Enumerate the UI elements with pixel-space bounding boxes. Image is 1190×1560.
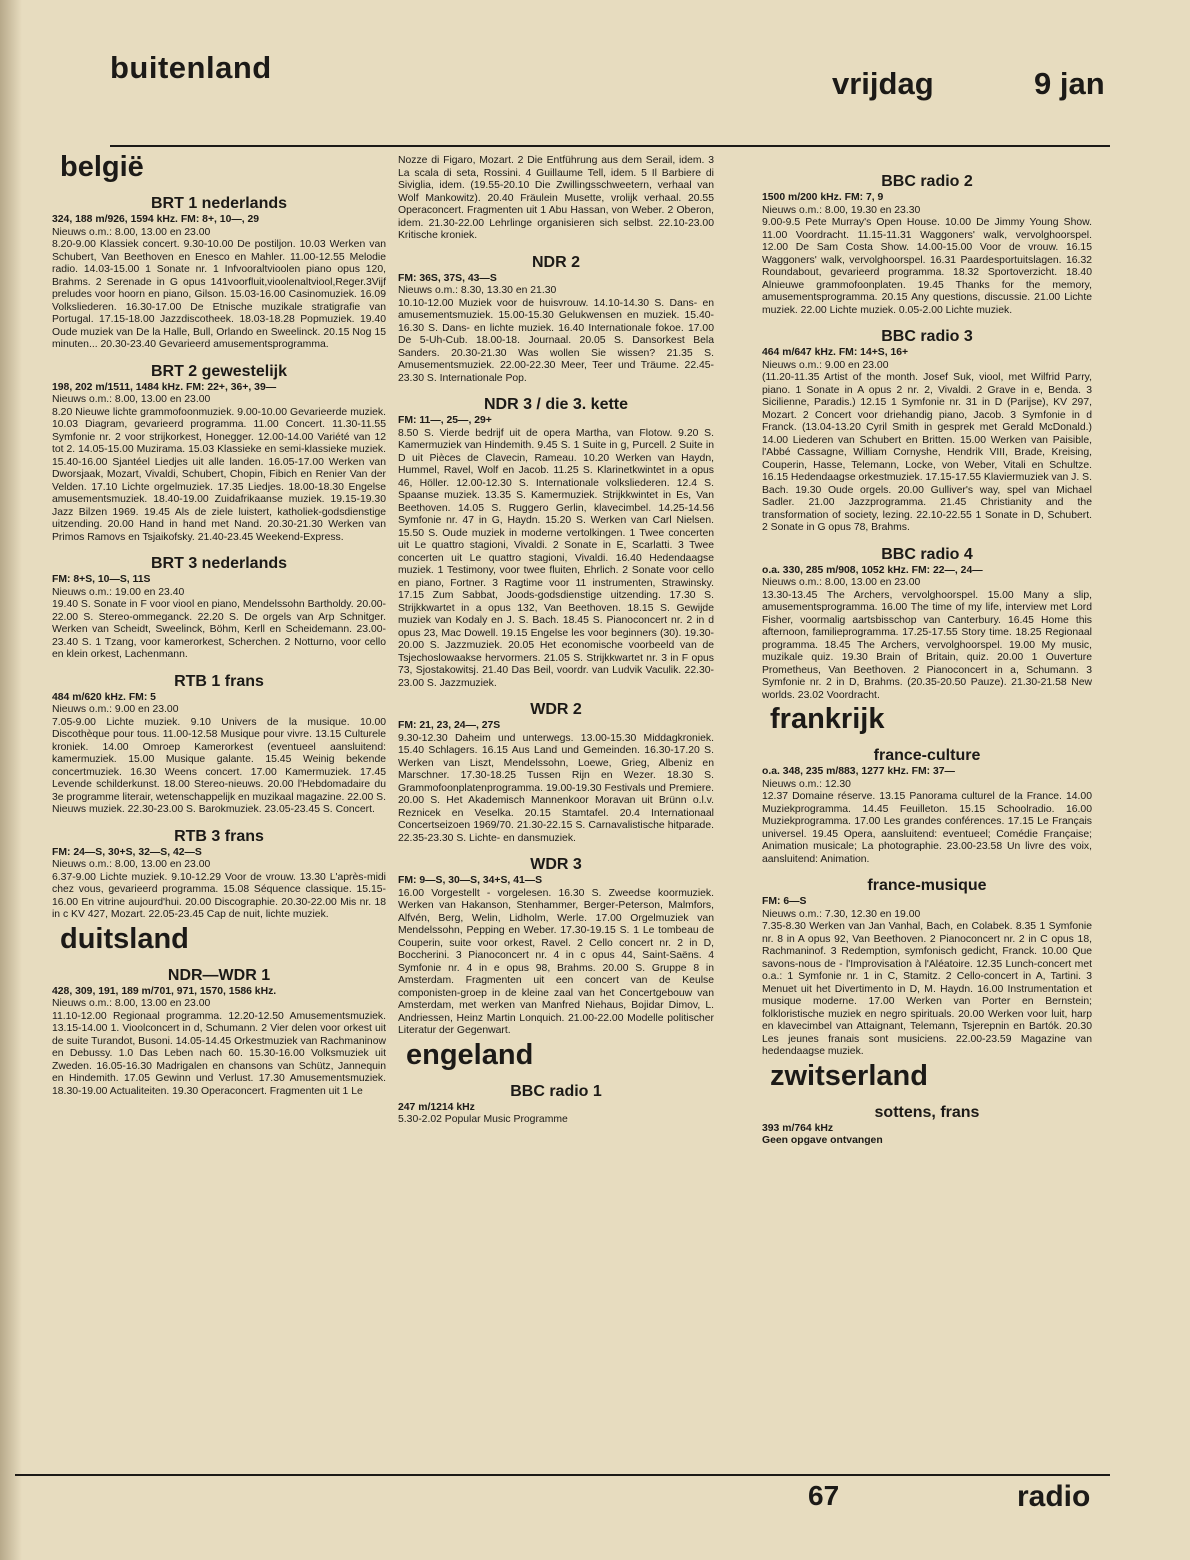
continued-block xyxy=(398,155,714,243)
country-heading: zwitserland xyxy=(770,1059,928,1092)
country-heading: duitsland xyxy=(60,922,189,955)
station-name: RTB 3 frans xyxy=(174,827,264,845)
station-name: NDR—WDR 1 xyxy=(167,966,271,984)
footer-rule xyxy=(15,1474,1110,1476)
station-block-rtb-3-frans xyxy=(52,827,386,922)
programme-listing: 12.37 Domaine réserve. 13.15 Panorama culturel de la France. 14.00 Muziekprogramma. 14.45 Feuilleton. 15.15 Schoolradio. 16.00 Muziekprogramma. 17.00 Les grandes conférences. 17.15 Le Français universel. 19.45 Opera, aansluitend: eventueel; Comédie Française; Animation musicale; La photographie. 23.00-23.58 Un livre des voix, aansluitend: Animation. xyxy=(762,791,1092,865)
station-frequencies: 464 m/647 kHz. FM: 14+S, 16+ xyxy=(762,347,909,358)
station-frequencies: 484 m/620 kHz. FM: 5 xyxy=(52,691,156,703)
station-name: france-musique xyxy=(867,877,987,894)
page-section-title: buitenland xyxy=(110,50,272,85)
station-block-rtb-1-frans xyxy=(52,672,386,817)
country-heading: engeland xyxy=(406,1038,534,1071)
station-block-bbc-radio-4 xyxy=(762,545,1092,703)
station-frequencies: 247 m/1214 kHz xyxy=(398,1101,475,1113)
station-frequencies: 1500 m/200 kHz. FM: 7, 9 xyxy=(762,192,884,203)
programme-listing: 6.37-9.00 Lichte muziek. 9.10-12.29 Voor de vrouw. 13.30 L'après-midi chez vous, gevarieerd programma. 15.08 Séquence classique. 15.15-16.00 En vitrine aujourd'hui. 20.00 Discographie. 20.30-22.00 Mis nr. 18 in c KV 427, Mozart. 22.05-23.45 Cap de nuit, lichte muziek. xyxy=(52,871,386,920)
station-block-bbc-radio-1 xyxy=(398,1082,714,1127)
station-frequencies: 393 m/764 kHz xyxy=(762,1122,834,1134)
station-name: BBC radio 2 xyxy=(881,173,973,190)
station-block-ndr-2 xyxy=(398,253,714,386)
news-times: Nieuws o.m.: 8.00, 13.00 en 23.00 xyxy=(52,394,211,405)
news-times: Nieuws o.m.: 19.00 en 23.40 xyxy=(52,586,185,598)
programme-listing: 9.00-9.5 Pete Murray's Open House. 10.00 De Jimmy Young Show. 11.00 Voordracht. 11.15-11.31 Waggoners' walk, vervolghoorspel. 12.00 De Sam Costa Show. 14.00-15.00 Voor de vrouw. 16.15 Waggoners' walk, vervolghoorspel. 16.31 Paardesportuitslagen. 16.32 Roundabout, gevarieerd programma. 18.32 Sportoverzicht. 18.40 Alnieuwe grammofoonplaten. 19.45 Thanks for the memory, amusementsprogramma. 20.15 Any questions, discussie. 21.00 Lichte muziek. 22.00 Lichte muziek. 0.05-2.00 Lichte muziek. xyxy=(762,217,1092,316)
station-name: BRT 3 nederlands xyxy=(150,555,288,572)
news-times: Nieuws o.m.: 8.00, 13.00 en 23.00 xyxy=(52,998,211,1009)
programme-listing: 10.10-12.00 Muziek voor de huisvrouw. 14.10-14.30 S. Dans- en amusementsmuziek. 15.00-15.30 Gelukwensen en muziek. 15.40-16.30 S. Dans- en lichte muziek. 16.40 Internationale fokoe. 17.00 De 5-Uh-Cub. 18.00-18. Journaal. 20.05 S. Dansorkest Bela Sanders. 20.30-21.30 Was wollen Sie wissen? 21.35 S. Amusementsmuziek. 22.00-22.30 Meer, Teer und Träume. 22.45-23.30 S. Internationale Pop. xyxy=(398,297,714,384)
page-day: vrijdag xyxy=(832,66,934,101)
station-frequencies: FM: 24—S, 30+S, 32—S, 42—S xyxy=(52,846,202,858)
station-frequencies: FM: 6—S xyxy=(762,896,807,907)
column-2 xyxy=(398,155,714,1127)
page-fold-shadow xyxy=(0,0,22,1560)
station-name: BRT 1 nederlands xyxy=(150,195,288,212)
country-heading: frankrijk xyxy=(770,703,885,735)
station-frequencies: FM: 9—S, 30—S, 34+S, 41—S xyxy=(398,875,543,886)
news-times: Nieuws o.m.: 9.00 en 23.00 xyxy=(52,704,179,715)
news-times: Nieuws o.m.: 9.00 en 23.00 xyxy=(762,359,889,371)
station-block-france-musique xyxy=(762,876,1092,1059)
station-frequencies: 324, 188 m/926, 1594 kHz. FM: 8+, 10—, 29 xyxy=(52,214,260,225)
page-number: 67 xyxy=(808,1480,840,1511)
station-name: NDR 2 xyxy=(531,253,580,271)
page-date: 9 jan xyxy=(1034,66,1105,101)
station-block-ndr-wdr-1 xyxy=(52,966,386,1099)
programme-listing: (11.20-11.35 Artist of the month. Josef Suk, viool, met Wilfrid Parry, piano. 1 Sonate in A opus 2 nr. 2, Vivaldi. 2 Grave in e, Benda. 3 Sicilienne, Paradis.) 12.15 1 Symfonie nr. 31 in D (Parijse), KV 297, Mozart. 2 Concert voor driehandig piano, Jacob. 3 Symfonie in d Franck. (13.04-13.20 Cyril Smith in gesprek met Gerald McDonald.) 14.00 Liederen van Schubert en Britten. 15.00 Werken van Paisible, l'Abbé Cassagne, William Cornyshe, Hendrik VIII, Brade, Kreising, Couperin, Hasse, Telemann, Locke, von Weber, Vitali en Schultze. 16.15 Hedendaagse orkestmuziek. 17.15-17.55 Klaviermuziek van J. S. Bach. 19.30 Oude orgels. 20.00 Gulliver's way, spel van Michael Sadler. 21.00 Jazzprogramma. 21.45 Christianity and the transformation of society, lezing. 22.10-22.55 1 Sonate in D, Schubert. 2 Sonate in G opus 78, Brahms. xyxy=(762,372,1092,533)
news-times: Nieuws o.m.: 7.30, 12.30 en 19.00 xyxy=(762,908,921,920)
news-times: Nieuws o.m.: 8.00, 13.00 en 23.00 xyxy=(52,859,211,870)
station-frequencies: FM: 36S, 37S, 43—S xyxy=(398,272,497,284)
station-name: france-culture xyxy=(873,747,981,764)
station-frequencies: o.a. 330, 285 m/908, 1052 kHz. FM: 22—, 24— xyxy=(762,564,983,576)
station-block-brt-3-nederlands xyxy=(52,554,386,662)
programme-listing: 7.35-8.30 Werken van Jan Vanhal, Bach, en Colabek. 8.35 1 Symfonie nr. 8 in A opus 92, Van Beethoven. 2 Pianoconcert nr. 2 in C opus 18, Rachmaninof. 3 Redemption, symfonisch gedicht, Franck. 10.00 Que savons-nous de - l'Improvisation à l'Aléatoire. 12.35 Lunch-concert met o.a.: 1 Symfonie nr. 1 in C, Stamitz. 2 Cello-concert in A, Tartini. 3 Menuet uit het Divertimento in D, M. Haydn. 16.00 Instrumentation et musique moderne. 17.00 Werken van Porter en Bernstein; folkloristische muziek en negro spirituals. 20.00 Werken voor luit, harp en klavecimbel van Attaignant, Telemann, Tsjerepnin en Bartók. 20.30 Les jeunes franais sont musiciens. 22.00-23.59 Magazine van hedendaagse muziek. xyxy=(762,921,1092,1057)
programme-listing: 8.50 S. Vierde bedrijf uit de opera Martha, van Flotow. 9.20 S. Kamermuziek van Hindemith. 9.45 S. 1 Suite in g, Purcell. 2 Suite in D uit Pièces de Clavecin, Rameau. 10.20 Werken van Haydn, Hummel, Ravel, Wolf en Jacob. 11.25 S. Klarinetkwintet in a opus 46, Höller. 12.00-12.30 S. Internationale volksliederen. 12.4 S. Spaanse muziek. 13.35 S. Kamermuziek. Strijkkwintet in Es, Van Beethoven. 14.05 S. Ruggero Gerlin, klavecimbel. 14.25-14.56 Symfonie nr. 47 in G, Haydn. 15.20 S. Werken van Carl Nielsen. 15.50 S. Oude muziek in moderne vertolkingen. 1 Twee concerten uit Le quattro stagioni, Vivaldi. 2 Sonate in E, Scarlatti. 3 Twee concerten uit Le quattro stagioni, Vivaldi. 16.40 Hedendaagse muziek. 1 Testimony, voor twee fluiten, Ehrlich. 2 Sonate voor cello en piano, Fortner. 3 Ragtime voor 11 instrumenten, Strawinsky. 17.15 Zum Sabbat, Joods-godsdienstige uitzending. 17.30 S. Strijkkwartet in a opus 132, Van Beethoven. 18.15 S. Gewijde muziek van Kodaly en J. S. Bach. 18.45 S. Pianoconcert nr. 2 in d opus 23, Mac Dowell. 19.15 Engelse les voor beginners (30). 19.30-20.00 S. Jazzmuziek. 20.05 Het economische voorbeeld van de Tsjechoslowaakse hervormers. 21.05 S. Strijkkwartet nr. 3 in F opus 73, Sjostakowitsj. 21.40 Das Beil, voordr. van Ludvik Vaculik. 22.30-23.00 S. Jazzmuziek. xyxy=(398,427,714,689)
news-times: Nieuws o.m.: 8.00, 13.00 en 23.00 xyxy=(52,226,211,238)
station-block-wdr-3 xyxy=(398,855,714,1038)
station-frequencies: o.a. 348, 235 m/883, 1277 kHz. FM: 37— xyxy=(762,766,955,777)
continued-listing: Nozze di Figaro, Mozart. 2 Die Entführung aus dem Serail, idem. 3 La scala di seta, Rossini. 4 Guillaume Tell, idem. 5 Il Barbiere di Siviglia, idem. (19.55-20.10 Die Zwillingsschweetern, verhaal van Wolf Mankowitz). 20.40 Fräulein Musette, vrolijk verhaal. 20.55 Operaconcert. Fragmenten uit 1 Abu Hassan, von Weber. 2 Oberon, idem. 21.30-22.00 Lehrlinge organisieren sich selbst. 22.10-23.00 Kritische kroniek. xyxy=(398,155,714,241)
programme-listing: 19.40 S. Sonate in F voor viool en piano, Mendelssohn Bartholdy. 20.00-22.00 S. Stereo-ommeganck. 22.20 S. De orgels van Arp Schnitger. Werken van Scheidt, Sweelinck, Böhm, Kerll en Scheidemann. 23.00-23.40 S. 1 Tzang, voor kamerorkest, Scherchen. 2 Notturno, voor cello en klein orkest, Lachenmann. xyxy=(52,599,386,660)
country-heading: belgië xyxy=(60,151,144,183)
news-times: Nieuws o.m.: 8.00, 13.00 en 23.00 xyxy=(762,577,921,588)
station-block-sottens-frans xyxy=(762,1103,1092,1148)
programme-listing: 9.30-12.30 Daheim und unterwegs. 13.00-15.30 Middagkroniek. 15.40 Schlagers. 16.15 Aus Land und Gemeinden. 16.30-17.20 S. Werken van Liszt, Mendelssohn, Loewe, Grieg, Albeniz en Marschner. 17.30-18.25 Tussen Rijn en Wezer. 18.30 S. Grammofoonplatenprogramma. 19.00-19.30 Festivals und Premiere. 20.00 S. Het Akademisch Mannenkoor Moravan uit Brünn o.l.v. Reznicek en Veselka. 20.15 Stamtafel. 20.4 Internationaal Concertseizoen 1969/70. 21.30-22.15 S. Carnavalistische hitparade. 22.35-23.30 S. Lichte- en dansmuziek. xyxy=(398,732,714,844)
station-block-france-culture xyxy=(762,746,1092,866)
footer-section: radio xyxy=(1017,1480,1091,1513)
column-1 xyxy=(52,150,386,1098)
programme-listing: 7.05-9.00 Lichte muziek. 9.10 Univers de la musique. 10.00 Discothèque pour tous. 11.00-12.58 Musique pour vivre. 13.15 Culturele kroniek. 14.00 Omroep Kamerorkest (eventueel aansluitend: kamermuziek. 15.00 Musique galante. 15.45 Weinig bekende concertmuziek. 16.30 Weens concert. 17.00 Kamermuziek. 17.45 Levende schilderkunst. 18.00 Stereo-nieuws. 20.00 l'Hebdomadaire du 3e programme literair, wetenschappelijk en muzikaal magazine. 22.00 S. Nieuws muziek. 22.30-23.00 S. Barokmuziek. 23.05-23.45 S. Concert. xyxy=(52,716,386,815)
station-note: Geen opgave ontvangen xyxy=(762,1135,883,1146)
station-name: WDR 3 xyxy=(530,856,582,873)
station-name: BBC radio 3 xyxy=(881,328,973,345)
station-frequencies: 198, 202 m/1511, 1484 kHz. FM: 22+, 36+, 39— xyxy=(52,381,277,393)
station-name: sottens, frans xyxy=(874,1103,980,1121)
column-3 xyxy=(762,172,1092,1148)
programme-listing: 11.10-12.00 Regionaal programma. 12.20-12.50 Amusementsmuziek. 13.15-14.00 1. Vioolconcert in d, Schumann. 2 Vier delen voor orkest uit de suite Turandot, Busoni. 14.05-14.45 Orkestmuziek van Rachmaninow en Debussy. 1.0 Das Leben nach 60. 15.30-16.00 Volksmuziek uit Zweden. 16.05-16.30 Madrigalen en chansons van Schütz, Jannequin en Hindemith. 17.05 Gewinn und Verlust. 17.30 Amusementsmuziek. 18.30-19.00 Actualiteiten. 19.30 Operaconcert. Fragmenten uit 1 Le xyxy=(52,1010,386,1097)
station-name: BRT 2 gewestelijk xyxy=(150,362,288,380)
station-frequencies: FM: 21, 23, 24—, 27S xyxy=(398,720,501,731)
station-block-ndr-3-die-3-kette xyxy=(398,395,714,690)
programme-listing: 13.30-13.45 The Archers, vervolghoorspel. 15.00 Many a slip, amusementsprogramma. 16.00 The time of my life, interview met Lord Fisher, voormalig aartsbisschop van Canterbury. 16.45 Home this afternoon, familieprogramma. 17.25-17.55 Story time. 18.25 Regionaal programma. 18.45 The Archers, vervolghoorspel. 19.00 My music, muzikale quiz. 19.30 Brain of Britain, quiz. 20.00 1 Ouverture Prometheus, Van Beethoven. 2 Pianoconcert in a, Schumann. 3 Symfonie nr. 2 in D, Brahms. (20.35-20.50 Pauze). 21.30-21.58 New worlds. 23.02 Voordracht. xyxy=(762,589,1092,701)
programme-listing: 8.20-9.00 Klassiek concert. 9.30-10.00 De postiljon. 10.03 Werken van Schubert, Van Beethoven en Enesco en Mahler. 11.00-12.55 Melodie radio. 14.03-15.00 1 Sonate nr. 1 Infvooraltvioolen piano opus 120, Brahms. 2 Serenade in G opus 141voorfluit,vioolenaltviool,Reger.3Vijf preludes voor hoorn en piano, Gilson. 15.03-16.00 Casinomuziek. 16.09 Volksliederen. 16.30-17.00 De Etnische muzikale stratigrafie van Portugal. 17.15-18.00 Jazzdiscotheek. 18.03-18.28 Popmuziek. 19.40 Oude muziek van De la Halle, Bull, Orlando en Sweelinck. 20.15 Nog 15 minuten... 20.30-23.40 Gevarieerd amusementsprogramma. xyxy=(52,239,386,350)
station-block-brt-1-nederlands xyxy=(52,194,386,352)
programme-listing: 16.00 Vorgestellt - vorgelesen. 16.30 S. Zweedse koormuziek. Werken van Hakanson, Stenhammer, Berger-Peterson, Malmfors, Alfvén, Berg, Welin, Lidholm, Werle. 17.00 Orgelmuziek van Mendelssohn, Pepping en Weber. 17.30-19.15 S. 1 Le tombeau de Couperin, suite voor orkest, Ravel. 2 Cello concert nr. 2 in D, Boccherini. 3 Pianoconcert nr. 4 in c opus 44, Saint-Saëns. 4 Symfonie nr. 4 in e opus 98, Brahms. 20.00 S. Gruppe 8 in Amsterdam. Fragmenten uit een concert van de Keulse componisten-groep in de kleine zaal van het Concertgebouw van Amsterdam, met werken van Manfred Niehaus, Bojidar Dimov, L. Andriessen, Heinz Martin Lonquich. 21.00-22.00 Modelle politischer Literatur der Gegenwart. xyxy=(398,887,714,1036)
station-block-bbc-radio-2 xyxy=(762,172,1092,317)
station-block-brt-2-gewestelijk xyxy=(52,362,386,545)
station-name: WDR 2 xyxy=(530,701,582,718)
programme-listing: 8.20 Nieuwe lichte grammofoonmuziek. 9.00-10.00 Gevarieerde muziek. 10.03 Diagram, gevarieerd programma. 11.00 Concert. 11.30-11.55 Symfonie nr. 2 voor strijkorkest, Honegger. 12.00-14.00 Variété van 12 tot 2. 14.05-15.00 Muzirama. 15.03 Klassieke en semi-klassieke muziek. 15.40-16.00 Sjantéel Liedjes uit alle landen. 16.05-17.00 Werken van Dworsjaak, Mozart, Vivaldi, Schubert, Chopin, Fibich en Renier Van der Velden. 17.10 Lichte orgelmuziek. 17.35 Liedjes. 18.00-18.30 Engelse amusementsmuziek. 18.40-19.00 Zuidafrikaanse muziek. 19.15-19.30 Jazz Bilzen 1969. 19.45 Als de ziele luistert, katholiek-godsdienstige uitzending. 20.00 Hand in hand met Nand. 20.30-21.30 Werken van Primos Ramovs en Tsjaikofsky. 21.40-23.45 Weekend-Express. xyxy=(52,406,386,543)
news-times: Nieuws o.m.: 12.30 xyxy=(762,778,851,790)
station-frequencies: 428, 309, 191, 189 m/701, 971, 1570, 1586 kHz. xyxy=(52,985,277,997)
header-rule xyxy=(110,145,1110,147)
station-frequencies: FM: 8+S, 10—S, 11S xyxy=(52,574,151,585)
station-name: BBC radio 1 xyxy=(510,1082,602,1100)
station-name: RTB 1 frans xyxy=(174,672,264,690)
station-block-wdr-2 xyxy=(398,700,714,845)
station-block-bbc-radio-3 xyxy=(762,327,1092,535)
programme-listing: 5.30-2.02 Popular Music Programme xyxy=(398,1114,568,1125)
news-times: Nieuws o.m.: 8.00, 19.30 en 23.30 xyxy=(762,204,921,216)
station-name: BBC radio 4 xyxy=(881,545,973,563)
station-name: NDR 3 / die 3. kette xyxy=(483,396,629,413)
station-frequencies: FM: 11—, 25—, 29+ xyxy=(398,415,492,426)
news-times: Nieuws o.m.: 8.30, 13.30 en 21.30 xyxy=(398,285,557,296)
